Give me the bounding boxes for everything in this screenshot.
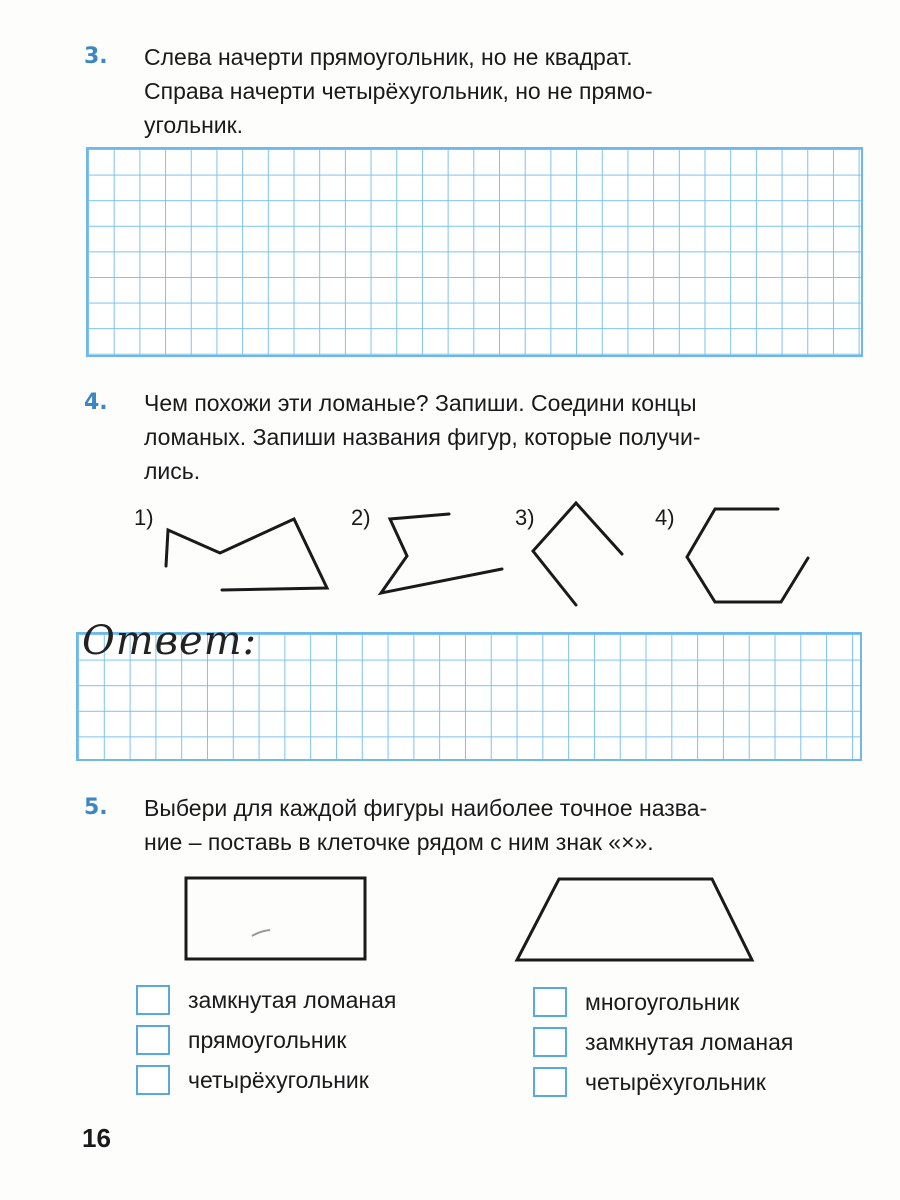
task-4-text	[144, 386, 862, 488]
rectangle-figure	[186, 878, 365, 959]
task-5-line-1: Выбери для каждой фигуры наиболее точное назва-	[144, 795, 708, 821]
option-right-3[interactable]	[533, 1067, 766, 1097]
option-right-1-label: многоугольник	[585, 988, 740, 1015]
option-right-2-label: замкнутая ломаная	[585, 1028, 794, 1055]
option-left-3[interactable]	[136, 1065, 369, 1095]
task-4-line-3: лись.	[144, 458, 201, 484]
checkbox-left-1[interactable]	[136, 985, 170, 1015]
answer-label: Ответ:	[82, 618, 258, 664]
task-3-text	[144, 40, 862, 142]
task-3-line-3: угольник.	[144, 112, 244, 138]
task-4-line-1: Чем похожи эти ломаные? Запиши. Соедини концы	[144, 390, 697, 416]
task-5-line-2: ние – поставь в клеточке рядом с ним знак «×».	[144, 829, 654, 855]
checkbox-left-2[interactable]	[136, 1025, 170, 1055]
page-number: 16	[82, 1123, 111, 1153]
task-5-number: 5.	[84, 795, 108, 820]
polyline-4	[687, 509, 808, 602]
task-4-line-2: ломаных. Запиши названия фигур, которые получи-	[144, 424, 701, 450]
task-3-line-2: Справа начерти четырёхугольник, но не прямо-	[144, 78, 653, 104]
trapezoid-figure	[517, 879, 752, 960]
option-right-1[interactable]	[533, 987, 739, 1017]
polyline-1	[166, 519, 327, 590]
option-left-1[interactable]	[136, 985, 396, 1015]
checkbox-right-1[interactable]	[533, 987, 567, 1017]
checkbox-left-3[interactable]	[136, 1065, 170, 1095]
task-4-number: 4.	[84, 390, 108, 415]
option-right-2[interactable]	[533, 1027, 793, 1057]
task-3-number: 3.	[84, 44, 108, 69]
checkbox-right-2[interactable]	[533, 1027, 567, 1057]
drawing-grid-task-3[interactable]	[86, 147, 863, 357]
polyline-label-1: 1)	[134, 505, 154, 530]
task-5-text	[144, 791, 862, 859]
task-3-line-1: Слева начерти прямоугольник, но не квадрат.	[144, 44, 633, 70]
polyline-label-2: 2)	[351, 505, 371, 530]
polyline-2	[381, 514, 502, 593]
option-left-2[interactable]	[136, 1025, 346, 1055]
option-left-1-label: замкнутая ломаная	[188, 986, 397, 1013]
polyline-label-4: 4)	[655, 505, 675, 530]
pencil-mark	[252, 930, 270, 936]
option-left-3-label: четырёхугольник	[188, 1066, 369, 1093]
polyline-label-3: 3)	[515, 505, 535, 530]
checkbox-right-3[interactable]	[533, 1067, 567, 1097]
option-left-2-label: прямоугольник	[188, 1026, 347, 1053]
option-right-3-label: четырёхугольник	[585, 1068, 766, 1095]
polyline-3	[533, 503, 622, 605]
